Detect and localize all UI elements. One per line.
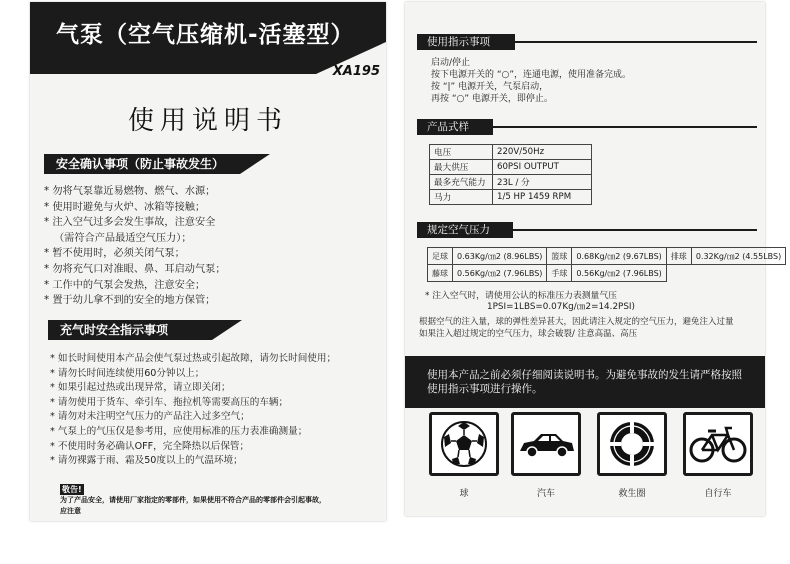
pressure-key: 排球 (666, 248, 691, 265)
right-manual-page (405, 2, 782, 516)
safety-item: * 暂不使用时，必须关闭气泵； (44, 248, 185, 260)
safety-heading-bar (44, 154, 240, 174)
charging-item: * 如长时间使用本产品会使气泵过热或引起故障，请勿长时间使用； (50, 353, 337, 364)
table-row (428, 265, 786, 282)
spec-heading-rule (493, 126, 757, 128)
pressure-value: 0.56Kg/㎝2 (7.96LBS) (453, 265, 547, 282)
usage-line: 启动/停止 (431, 58, 471, 68)
safety-item: * 使用时避免与火炉、冰箱等接触； (44, 201, 206, 213)
pressure-table (427, 247, 786, 282)
safety-item: * 勿将气泵靠近易燃物、燃气、水源； (44, 186, 216, 197)
spec-value: 220V/50Hz (493, 145, 592, 160)
charging-item: * 请勿裸露于雨、霜及50度以上的气温环境； (50, 455, 243, 467)
pressure-value: 0.68Kg/㎝2 (9.67LBS) (572, 248, 666, 265)
car-icon (511, 412, 581, 476)
table-row (430, 145, 592, 160)
icon-label: 球 (459, 489, 469, 499)
safety-item: （需符合产品最适空气压力）； (54, 232, 192, 244)
pressure-value: 0.63Kg/㎝2 (8.96LBS) (453, 248, 547, 265)
bicycle-icon (683, 412, 753, 476)
safety-list (44, 184, 226, 309)
table-row (430, 175, 592, 190)
usage-text (431, 57, 631, 105)
warning-note-line: 为了产品安全，请使用厂家指定的零部件，如果使用不符合产品的零部件会引起事故， (60, 496, 326, 504)
model-number: XA195 (332, 64, 380, 79)
warning-note-line: 应注意 (60, 507, 81, 515)
spec-key: 马力 (430, 190, 493, 205)
usage-line: 再按 “○” 电源开关，即停止。 (431, 94, 553, 104)
pressure-value: 0.56Kg/㎝2 (7.96LBS) (572, 265, 666, 282)
spec-heading: 产品式样 (427, 121, 469, 133)
pressure-conversion: 1PSI=1LBS=0.07Kg/㎝2=14.2PSI) (487, 302, 635, 312)
safety-item: * 注入空气过多会发生事故，注意安全 (44, 217, 216, 229)
charging-item: * 请勿长时间连续使用60分钟以上； (50, 367, 205, 379)
icon-label: 自行车 (704, 489, 732, 499)
warning-note-label: 敬告! (62, 485, 82, 494)
safety-item: * 勿将充气口对准眼、鼻、耳启动气泵； (44, 263, 226, 275)
soccer-ball-icon (429, 412, 499, 476)
table-row (430, 190, 592, 205)
pressure-heading: 规定空气压力 (427, 224, 490, 236)
warning-line: 使用本产品之前必须仔细阅读说明书。为避免事故的发生请严格按照 (427, 369, 742, 381)
spec-table (429, 144, 592, 205)
pressure-value: 0.32Kg/㎝2 (4.55LBS) (691, 248, 785, 265)
left-manual-page (30, 2, 386, 521)
charging-item: * 如果引起过热或出现异常，请立即关闭； (50, 382, 231, 394)
usage-heading: 使用指示事项 (427, 36, 490, 48)
life-ring-icon (597, 412, 667, 476)
pressure-key: 手球 (547, 265, 572, 282)
pressure-note: 如果注入超过规定的空气压力，球会破裂/ 注意高温、高压 (419, 329, 638, 339)
spec-value: 23L / 分 (493, 175, 592, 190)
warning-banner (405, 356, 765, 408)
spec-key: 最多充气能力 (430, 175, 493, 190)
usage-line: 按 “|” 电源开关，气泵启动， (431, 82, 549, 92)
pressure-key: 足球 (428, 248, 453, 265)
warning-note (60, 484, 326, 517)
spec-value: 1/5 HP 1459 RPM (493, 190, 592, 205)
usage-heading-rule (515, 41, 757, 43)
safety-heading: 安全确认事项（防止事故发生） (56, 157, 225, 171)
safety-item: * 工作中的气泵会发热，注意安全； (44, 279, 206, 291)
safety-item: * 置于幼儿拿不到的安全的地方保管； (44, 295, 216, 307)
icon-label: 汽车 (536, 489, 555, 499)
pressure-heading-rule (513, 229, 757, 231)
table-row (428, 248, 786, 265)
spec-key: 电压 (430, 145, 493, 160)
charging-item: * 请勿对未注明空气压力的产品注入过多空气； (50, 411, 250, 423)
pressure-note: 根据空气的注入量，球的弹性差异甚大，因此请注入规定的空气压力，避免注入过量 (419, 317, 734, 327)
pressure-key: 篮球 (547, 248, 572, 265)
charging-list (50, 352, 336, 469)
table-row (430, 160, 592, 175)
pressure-key: 藤球 (428, 265, 453, 282)
warning-line: 使用指示事项进行操作。 (427, 383, 543, 395)
spec-heading-bar (417, 119, 493, 135)
spec-value: 60PSI OUTPUT (493, 160, 592, 175)
product-title: 气泵（空气压缩机-活塞型） (56, 22, 355, 48)
pressure-note: * 注入空气时，请使用公认的标准压力表测量气压 (425, 291, 617, 301)
charging-item: * 不使用时务必确认OFF，完全降热以后保管； (50, 440, 250, 452)
icon-label: 救生圈 (618, 489, 646, 499)
usage-line: 按下电源开关的 “○”，连通电源，使用准备完成。 (431, 70, 632, 80)
charging-item: * 请勿使用于货车、牵引车、拖拉机等需要高压的车辆； (50, 396, 289, 408)
usage-heading-bar (417, 34, 515, 50)
pressure-heading-bar (417, 222, 513, 238)
charging-heading: 充气时安全指示事项 (60, 323, 169, 337)
charging-item: * 气泵上的气压仅是参考用，应使用标准的压力表准确测量； (50, 425, 308, 437)
charging-heading-bar (48, 320, 212, 340)
manual-title: 使用说明书 (127, 106, 288, 136)
spec-key: 最大供压 (430, 160, 493, 175)
